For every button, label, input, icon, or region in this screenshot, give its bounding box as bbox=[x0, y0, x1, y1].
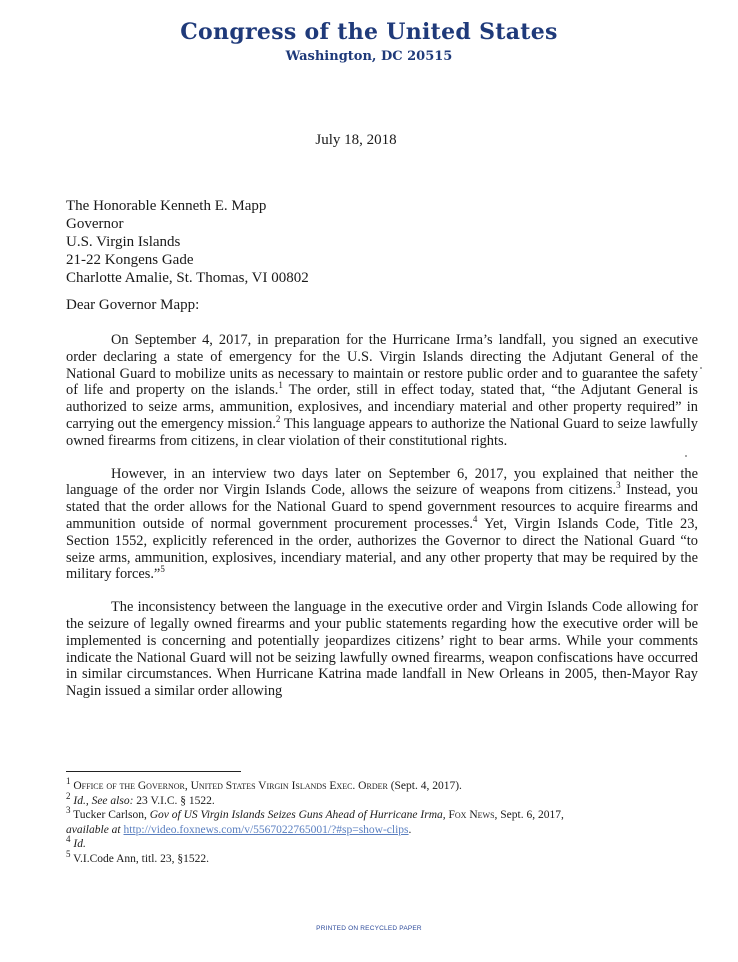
footnote-ref-4: 4 bbox=[472, 514, 478, 525]
letter-body bbox=[66, 332, 698, 716]
salutation: Dear Governor Mapp: bbox=[66, 297, 200, 313]
paragraph-3: The inconsistency between the language in the executive order and Virgin Islands Code allowing for the seizure of legally owned firearms and your public statements regarding how the executive order will be implemented is concerning and potentially jeopardizes citizens’ right to bear arms. While your comments indicate the National Guard will not be seizing lawfully owned firearms, weapon confiscations have occurred in similar circumstances. When Hurricane Katrina made landfall in New Orleans in 2005, then-Mayor Ray Nagin issued a similar order allowing bbox=[66, 599, 698, 700]
scan-speck bbox=[685, 455, 687, 457]
recycled-paper-notice: PRINTED ON RECYCLED PAPER bbox=[316, 925, 422, 932]
recipient-street: 21-22 Kongens Gade bbox=[66, 252, 194, 268]
recipient-name: The Honorable Kenneth E. Mapp bbox=[66, 198, 267, 214]
footnote-3: $^3$ Tucker Carlson, Gov of US Virgin Islands Seizes Guns Ahead of Hurricane Irma, Fox News, Sept. 6, 2017, bbox=[66, 805, 564, 821]
letter-date: July 18, 2018 bbox=[315, 132, 397, 148]
footnote-separator bbox=[66, 771, 241, 772]
footnote-ref-5: 5 bbox=[160, 564, 165, 575]
footnote-ref-3: 3 bbox=[616, 480, 621, 491]
footnote-5: $^5$ V.I.Code Ann, titl. 23, §1522. bbox=[66, 848, 210, 865]
recipient-title: Governor bbox=[66, 216, 124, 232]
scan-speck bbox=[700, 367, 702, 369]
recipient-territory: U.S. Virgin Islands bbox=[66, 234, 181, 250]
paragraph-1: On September 4, 2017, in preparation for the Hurricane Irma’s landfall, you signed an executive order declaring a state of emergency for the U.S. Virgin Islands directing the Adjutant General of the National Guard to mobilize units as necessary to maintain or restore public order and to guarantee the safety of life and property on the islands.$^1$ The order, still in effect today, stated that, “the Adjutant General is authorized to seize arms, ammunition, explosives, and incendiary material and other property required” in carrying out the emergency mission.$^2$ This language appears to authorize the National Guard to seize lawfully owned firearms from citizens, in clear violation of their constitutional rights. bbox=[66, 332, 698, 449]
letterhead-title: Congress of the United States bbox=[180, 19, 558, 45]
recipient-city: Charlotte Amalie, St. Thomas, VI 00802 bbox=[66, 270, 309, 286]
footnote-link[interactable]: http://video.foxnews.com/v/5567022765001/?#sp=show-clips bbox=[123, 823, 409, 836]
paragraph-2: However, in an interview two days later on September 6, 2017, you explained that neither the language of the order nor Virgin Islands Code, allows the seizure of weapons from citizens.$^3$ Instead, you stated that the order allows for the National Guard to spend government resources to acquire firearms and ammunition outside of normal government procurement processes.$^4$ Yet, Virgin Islands Code, Title 23, Section 1552, explicitly referenced in the order, authorizes the Governor to direct the National Guard “to seize arms, ammunition, explosives, incendiary material, and any other property that may be required by the military forces.”$^5$ bbox=[66, 465, 698, 583]
footnote-2: $^2$ Id., See also: 23 V.I.C. § 1522. bbox=[66, 790, 215, 807]
footnote-1: $^1$ Office of the Governor, United States Virgin Islands Exec. Order (Sept. 4, 2017). bbox=[66, 776, 462, 792]
footnote-3-cont: available at http://video.foxnews.com/v/5567022765001/?#sp=show-clips. bbox=[66, 823, 412, 836]
letterhead-subtitle: Washington, DC 20515 bbox=[285, 49, 453, 64]
footnote-ref-1: 1 bbox=[278, 380, 283, 391]
footnote-4: $^4$ Id. bbox=[66, 834, 86, 850]
recipient-address bbox=[66, 197, 309, 287]
footnotes bbox=[66, 776, 706, 866]
letterhead bbox=[0, 18, 738, 66]
footnote-ref-2: 2 bbox=[275, 414, 281, 425]
